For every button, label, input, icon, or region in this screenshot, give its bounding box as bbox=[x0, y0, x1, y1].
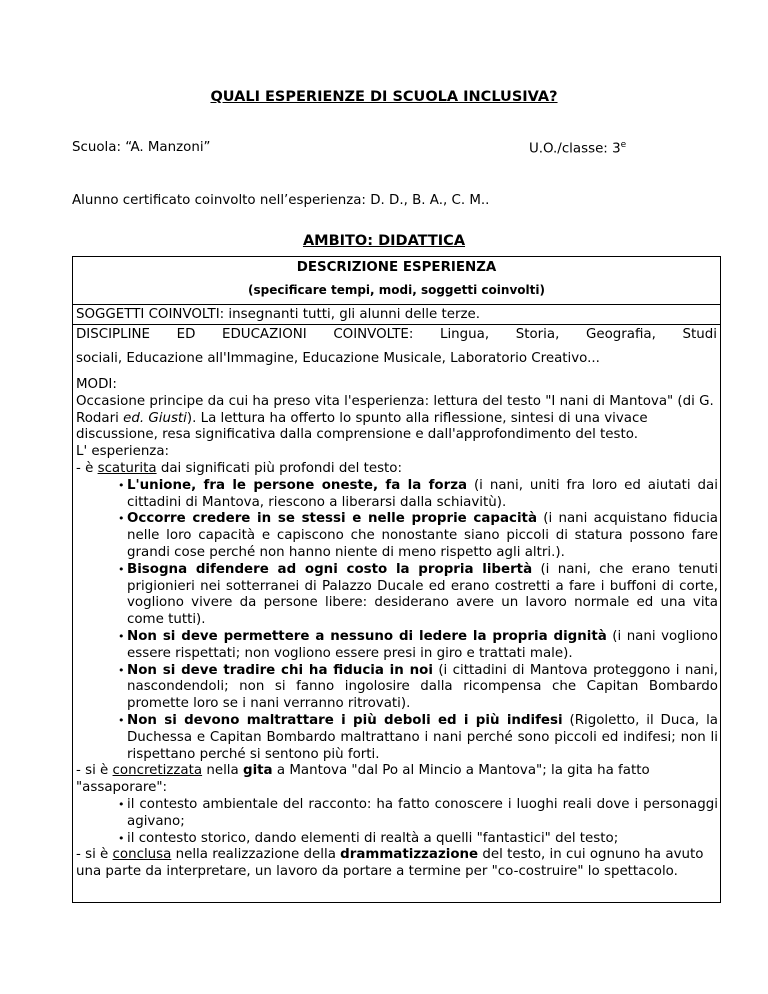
occasion-paragraph: Occasione principe da cui ha preso vita l'esperienza: lettura del testo "I nani di Mantova" (di G. Rodari ed. Giusti). La lettura ha offerto lo spunto alla riflessione, sintesi di una vivace discussione, resa significativa dalla comprensione e dall'approfondimento del testo. bbox=[76, 393, 714, 443]
divider bbox=[73, 304, 720, 305]
subjects-involved: SOGGETTI COINVOLTI: insegnanti tutti, gli alunni delle terze. bbox=[76, 307, 480, 322]
certified-students: Alunno certificato coinvolto nell’esperienza: D. D., B. A., C. M.. bbox=[72, 193, 490, 208]
description-content bbox=[76, 377, 718, 881]
list-item: • Non si deve permettere a nessuno di ledere la propria dignità (i nani vogliono essere rispettati; non vogliono essere presi in giro e trattati male). bbox=[76, 629, 718, 663]
discipline-word: Storia, bbox=[515, 327, 560, 342]
table-heading: DESCRIZIONE ESPERIENZA bbox=[296, 260, 497, 275]
discipline-word: Lingua, bbox=[440, 327, 490, 342]
list-item: • Occorre credere in se stessi e nelle proprie capacità (i nani acquistano fiducia nelle loro capacità e capiscono che nonostante siano piccoli di statura possono fare grandi cose perché non hanno niente di meno rispetto agli altri.). bbox=[76, 511, 718, 561]
class-label bbox=[529, 140, 626, 156]
divider bbox=[73, 324, 720, 325]
list-item: • il contesto storico, dando elementi di realtà a quelli "fantastici" del testo; bbox=[76, 831, 718, 848]
section-title: AMBITO: DIDATTICA bbox=[302, 233, 466, 249]
list-item: • il contesto ambientale del racconto: ha fatto conoscere i luoghi reali dove i personaggi agivano; bbox=[76, 797, 718, 831]
discipline-word: Geografia, bbox=[585, 327, 656, 342]
experience-table bbox=[72, 256, 721, 903]
class-text: U.O./classe: 3 bbox=[529, 141, 621, 157]
origin-line: - è scaturita dai significati più profondi del testo: bbox=[76, 460, 403, 476]
modi-label: MODI: bbox=[76, 377, 117, 392]
list-item: • L'unione, fra le persone oneste, fa la forza (i nani, uniti fra loro ed aiutati dai cittadini di Mantova, riescono a liberarsi dalla schiavitù). bbox=[76, 478, 718, 512]
list-item: • Bisogna difendere ad ogni costo la propria libertà (i nani, che erano tenuti prigionieri nei sotterranei di Palazzo Ducale ed erano costretti a fare i buffoni di corte, vogliono vivere da persone libere: desiderano avere un lavoro normale ed una vita come tutti). bbox=[76, 562, 718, 629]
list-item: • Non si devono maltrattare i più deboli ed i più indifesi (Rigoletto, il Duca, la Duchessa e Capitan Bombardo maltrattano i nani perché sono piccoli ed indifesi; non li rispettano perché si sentono più forti. bbox=[76, 713, 718, 763]
disciplines-line-2: sociali, Educazione all'Immagine, Educazione Musicale, Laboratorio Creativo... bbox=[76, 351, 600, 366]
class-superscript: e bbox=[620, 140, 627, 150]
discipline-word: ED bbox=[176, 327, 196, 342]
discipline-word: DISCIPLINE bbox=[76, 327, 151, 342]
disciplines-line bbox=[76, 327, 717, 342]
page-title: QUALI ESPERIENZE DI SCUOLA INCLUSIVA? bbox=[210, 89, 558, 105]
discipline-word: COINVOLTE: bbox=[333, 327, 414, 342]
table-subheading: (specificare tempi, modi, soggetti coinvolti) bbox=[248, 283, 545, 297]
discipline-word: EDUCAZIONI bbox=[222, 327, 307, 342]
trip-line: - si è concretizzata nella gita a Mantova "dal Po al Mincio a Mantova"; la gita ha fatto "assaporare": bbox=[76, 763, 650, 796]
discipline-word: Studi bbox=[682, 327, 717, 342]
list-item: • Non si deve tradire chi ha fiducia in noi (i cittadini di Mantova proteggono i nani, nascondendoli; non si fanno ingolosire dalla ricompensa che Capitan Bombardo promette loro se i nani verranno ritrovati). bbox=[76, 663, 718, 713]
school-name: Scuola: “A. Manzoni” bbox=[72, 140, 211, 155]
experience-label: L' esperienza: bbox=[76, 444, 170, 460]
conclusion-line: - si è conclusa nella realizzazione della drammatizzazione del testo, in cui ognuno ha avuto una parte da interpretare, un lavoro da portare a termine per "co-costruire" lo spettacolo. bbox=[76, 847, 704, 880]
